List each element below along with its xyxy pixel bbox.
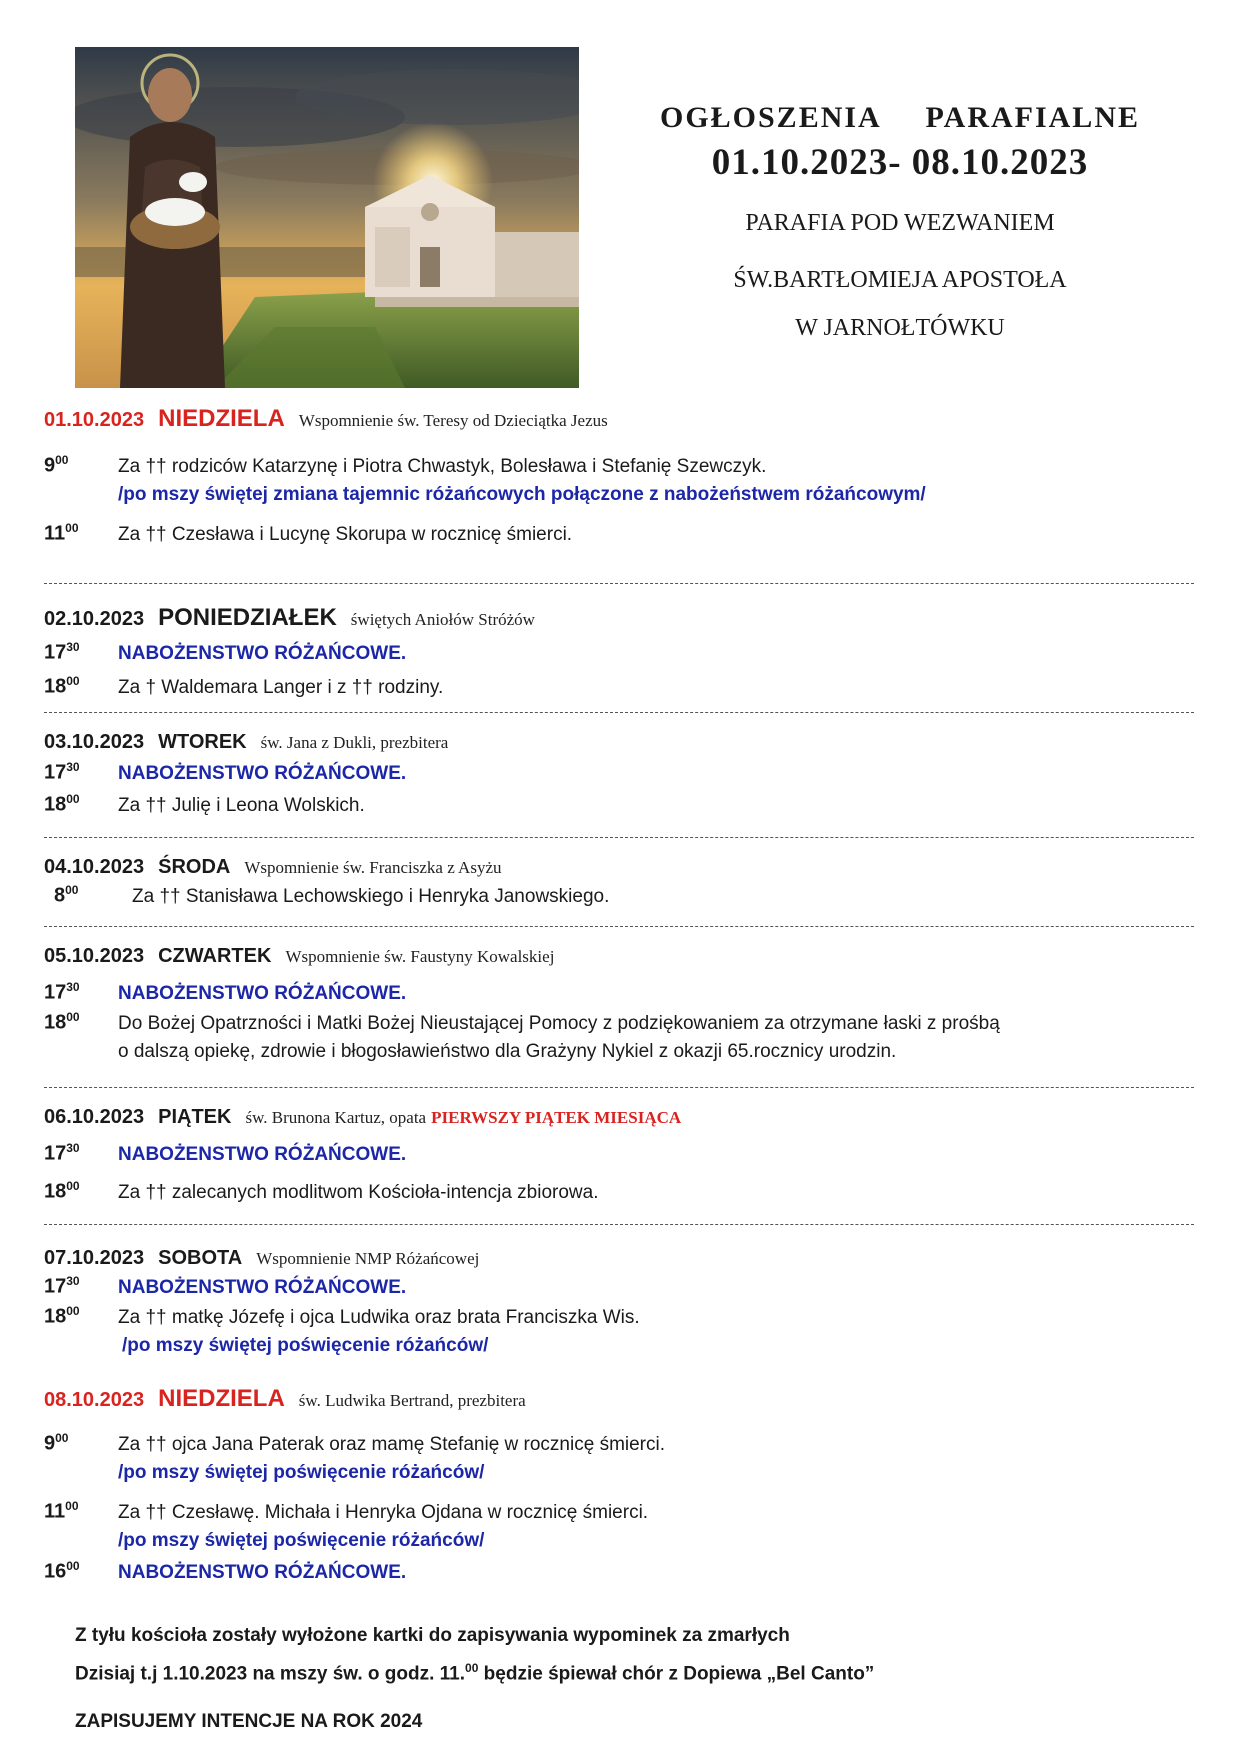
day-name: PIĄTEK — [158, 1106, 232, 1128]
day-saint: świętych Aniołów Stróżów — [350, 610, 535, 629]
day-header — [44, 405, 1194, 433]
day-saint: Wspomnienie św. Franciszka z Asyżu — [244, 858, 502, 877]
day-date: 07.10.2023 — [44, 1247, 145, 1269]
mass-intention: Za † Waldemara Langer i z †† rodziny. — [118, 677, 444, 698]
mass-intention: Do Bożej Opatrzności i Matki Bożej Nieustającej Pomocy z podziękowaniem za otrzymane łaski z prośbą — [118, 1013, 1000, 1034]
day-saint: św. Ludwika Bertrand, prezbitera — [298, 1391, 526, 1410]
mass-time: $18^{00}$ — [44, 674, 80, 698]
day-header — [44, 1225, 1194, 1270]
day-saint: Wspomnienie NMP Różańcowej — [256, 1249, 480, 1268]
mass-time: $16^{00}$ — [44, 1559, 80, 1583]
announcement-dates: 01.10.2023- 08.10.2023 — [711, 142, 1089, 183]
mass-time: $8^{00}$ — [54, 883, 79, 907]
day-header — [44, 927, 1194, 968]
day-date: 06.10.2023 — [44, 1106, 145, 1128]
mass-entry — [44, 1559, 1194, 1587]
rosary-service: NABOŻENSTWO RÓŻAŃCOWE. — [118, 983, 407, 1004]
mass-time: $17^{30}$ — [44, 980, 80, 1004]
mass-entry — [44, 760, 1194, 788]
day-saint: św. Jana z Dukli, prezbitera — [260, 733, 449, 752]
mass-entry — [44, 1431, 1194, 1487]
first-friday-label: PIERWSZY PIĄTEK MIESIĄCA — [431, 1108, 682, 1127]
rosary-service: NABOŻENSTWO RÓŻAŃCOWE. — [118, 1562, 407, 1583]
day-name: CZWARTEK — [158, 945, 272, 967]
mass-entry — [44, 521, 1194, 549]
mass-time: $9^{00}$ — [44, 453, 69, 477]
mass-entry — [44, 1010, 1194, 1066]
day-section — [44, 405, 1194, 584]
day-header — [44, 838, 1194, 879]
footer-notes — [75, 1620, 1175, 1738]
parish-line-3: W JARNOŁTÓWKU — [795, 315, 1005, 341]
parish-line-2: ŚW.BARTŁOMIEJA APOSTOŁA — [733, 267, 1067, 293]
mass-intention: Za †† rodziców Katarzynę i Piotra Chwastyk, Bolesława i Stefanię Szewczyk. — [118, 456, 767, 477]
day-section — [44, 1385, 1194, 1587]
mass-time: $18^{00}$ — [44, 1179, 80, 1203]
mass-time: $11^{00}$ — [44, 1499, 79, 1523]
day-saint: Wspomnienie św. Teresy od Dzieciątka Jezus — [298, 411, 608, 430]
hero-image — [75, 47, 579, 388]
mass-note: /po mszy świętej poświęcenie różańców/ — [122, 1335, 489, 1356]
day-section — [44, 584, 1194, 713]
mass-entry — [44, 883, 1194, 911]
mass-time: $18^{00}$ — [44, 792, 80, 816]
day-name: SOBOTA — [158, 1247, 243, 1269]
day-name: ŚRODA — [158, 856, 231, 878]
mass-intention: Za †† ojca Jana Paterak oraz mamę Stefanię w rocznicę śmierci. — [118, 1434, 666, 1455]
footer-line-2: Dzisiaj t.j 1.10.2023 na mszy św. o godz. 11.00 będzie śpiewał chór z Dopiewa „Bel Canto” — [75, 1661, 875, 1685]
day-date: 05.10.2023 — [44, 945, 145, 967]
mass-entry — [44, 1304, 1194, 1360]
mass-entry — [44, 792, 1194, 820]
rosary-service: NABOŻENSTWO RÓŻAŃCOWE. — [118, 1277, 407, 1298]
day-name: NIEDZIELA — [158, 405, 285, 432]
mass-entry — [44, 640, 1194, 668]
mass-time: $18^{00}$ — [44, 1010, 80, 1034]
footer-line-3: ZAPISUJEMY INTENCJE NA ROK 2024 — [75, 1711, 423, 1733]
day-header — [44, 713, 1194, 754]
day-saint: Wspomnienie św. Faustyny Kowalskiej — [285, 947, 555, 966]
mass-entry — [44, 1179, 1194, 1207]
day-header — [44, 1088, 1194, 1129]
footer-line-1: Z tyłu kościoła zostały wyłożone kartki do zapisywania wypominek za zmarłych — [75, 1625, 790, 1646]
day-name: WTOREK — [158, 731, 247, 753]
mass-note: /po mszy świętej zmiana tajemnic różańcowych połączone z nabożeństwem różańcowym/ — [118, 484, 926, 505]
day-date: 02.10.2023 — [44, 608, 145, 630]
mass-intention: Za †† Julię i Leona Wolskich. — [118, 795, 365, 816]
day-section — [44, 927, 1194, 1088]
mass-time: $9^{00}$ — [44, 1431, 69, 1455]
header — [640, 96, 1160, 342]
mass-entry — [44, 980, 1194, 1008]
day-name: PONIEDZIAŁEK — [158, 604, 337, 631]
rosary-service: NABOŻENSTWO RÓŻAŃCOWE. — [118, 643, 407, 664]
mass-entry — [44, 1141, 1194, 1169]
mass-time: $11^{00}$ — [44, 521, 79, 545]
mass-note: /po mszy świętej poświęcenie różańców/ — [118, 1530, 485, 1551]
mass-entry — [44, 1274, 1194, 1302]
day-header — [44, 584, 1194, 632]
day-name: NIEDZIELA — [158, 1385, 285, 1412]
mass-entry — [44, 1499, 1194, 1555]
mass-intention: Za †† Stanisława Lechowskiego i Henryka Janowskiego. — [132, 886, 610, 907]
mass-time: $17^{30}$ — [44, 1274, 80, 1298]
rosary-service: NABOŻENSTWO RÓŻAŃCOWE. — [118, 1144, 407, 1165]
mass-intention: Za †† matkę Józefę i ojca Ludwika oraz brata Franciszka Wis. — [118, 1307, 640, 1328]
day-date: 01.10.2023 — [44, 409, 145, 431]
day-section — [44, 838, 1194, 927]
mass-entry — [44, 453, 1194, 509]
mass-time: $17^{30}$ — [44, 1141, 80, 1165]
mass-time: $17^{30}$ — [44, 640, 80, 664]
day-section — [44, 1088, 1194, 1225]
schedule — [44, 405, 1194, 1587]
announcement-title: OGŁOSZENIA PARAFIALNE — [659, 101, 1140, 134]
day-section — [44, 1225, 1194, 1385]
day-date: 03.10.2023 — [44, 731, 145, 753]
parish-line-1: PARAFIA POD WEZWANIEM — [745, 210, 1055, 236]
day-date: 04.10.2023 — [44, 856, 145, 878]
mass-note: /po mszy świętej poświęcenie różańców/ — [118, 1462, 485, 1483]
day-date: 08.10.2023 — [44, 1389, 145, 1411]
day-saint: św. Brunona Kartuz, opata — [245, 1108, 427, 1127]
day-section — [44, 713, 1194, 838]
mass-time: $18^{00}$ — [44, 1304, 80, 1328]
day-header — [44, 1385, 1194, 1413]
rosary-service: NABOŻENSTWO RÓŻAŃCOWE. — [118, 763, 407, 784]
mass-intention: Za †† Czesława i Lucynę Skorupa w rocznicę śmierci. — [118, 524, 573, 545]
mass-intention: Za †† zalecanych modlitwom Kościoła-intencja zbiorowa. — [118, 1182, 599, 1203]
mass-intention-cont: o dalszą opiekę, zdrowie i błogosławieństwo dla Grażyny Nykiel z okazji 65.rocznicy urodzin. — [118, 1041, 897, 1062]
mass-entry — [44, 674, 1194, 702]
mass-intention: Za †† Czesławę. Michała i Henryka Ojdana w rocznicę śmierci. — [118, 1502, 649, 1523]
mass-time: $17^{30}$ — [44, 760, 80, 784]
